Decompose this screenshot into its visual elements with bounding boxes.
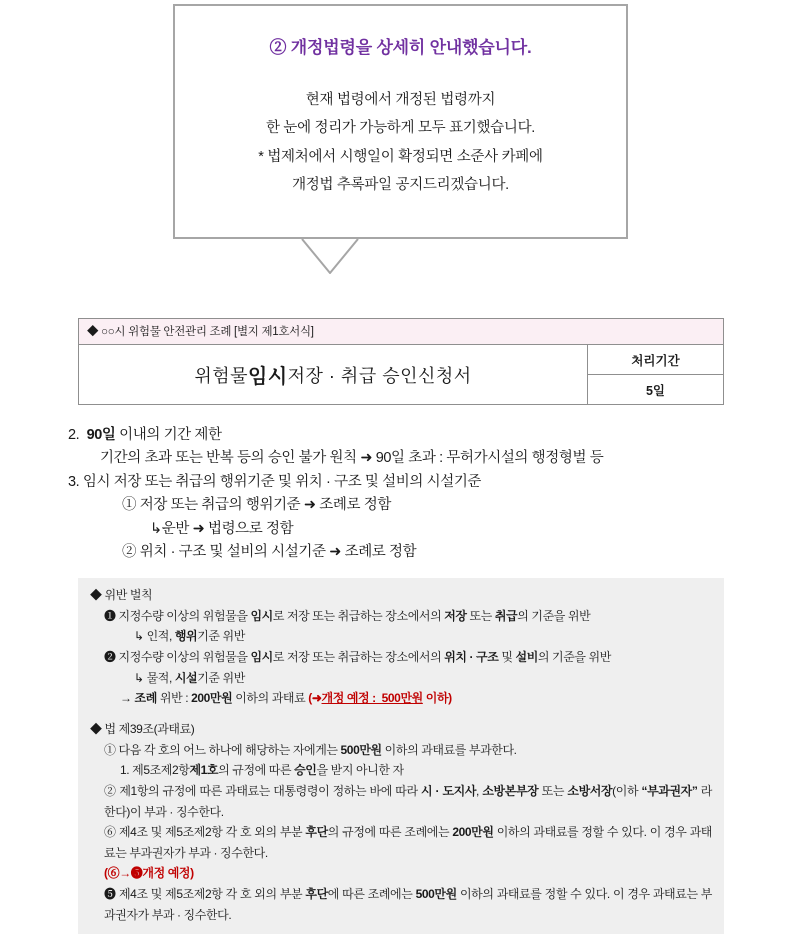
law-item-3: ② 제1항의 규정에 따른 과태료는 대통령령이 정하는 바에 따라 시 · 도지사, 소방본부장 또는 소방서장(이하 “부과권자” 라 한다)이 부과 · 징수한다. xyxy=(104,783,712,819)
callout-bubble xyxy=(173,4,628,239)
form-period-cell xyxy=(587,345,723,404)
form-period-label: 처리기간 xyxy=(588,345,723,375)
penalty-item-3: ❷ 지정수량 이상의 위험물을 임시로 저장 또는 취급하는 장소에서의 위치 · 구조 및 설비의 기준을 위반 xyxy=(104,649,611,664)
form-period-value: 5일 xyxy=(645,383,666,398)
callout-line-3: * 법제처에서 시행일이 확정되면 소준사 카페에 xyxy=(258,148,543,165)
penalty-panel xyxy=(78,578,724,718)
outline-section xyxy=(68,424,783,565)
callout-tail-icon xyxy=(300,239,360,274)
outline-item-5: ↳운반 ➜ 법령으로 정함 xyxy=(150,520,294,537)
law-panel-heading: ◆ 법 제39조(과태료) xyxy=(90,722,195,736)
form-title xyxy=(79,345,587,404)
penalty-panel-heading: ◆ 위반 벌칙 xyxy=(90,588,153,602)
callout-line-2: 한 눈에 정리가 가능하게 모두 표기했습니다. xyxy=(265,120,536,137)
callout-line-1: 현재 법령에서 개정된 법령까지 xyxy=(305,92,496,108)
form-box-row xyxy=(79,345,723,404)
law-panel xyxy=(78,712,724,934)
outline-item-4: ① 저장 또는 취급의 행위기준 ➜ 조례로 정함 xyxy=(122,497,391,514)
form-title-pre: 위험물 xyxy=(194,365,249,386)
callout-title: ② 개정법령을 상세히 안내했습니다. xyxy=(269,38,532,57)
penalty-item-5: → 조례 위반 : 200만원 이하의 과태료 (➜개정 예정 : 500만원 이하) xyxy=(120,691,452,706)
form-title-emphasis: 임시 xyxy=(248,366,288,388)
callout-line-4: 개정법 추록파일 공지드리겠습니다. xyxy=(292,176,509,193)
law-item-6: ❺ 제4조 및 제5조제2항 각 호 외의 부분 후단에 따른 조례에는 500만원 이하의 과태료를 정할 수 있다. 이 경우 과태료는 부과권자가 부과 · 징수한다. xyxy=(104,887,712,922)
outline-item-2: 기간의 초과 또는 반복 등의 승인 불가 원칙 ➜ 90일 초과 : 무허가시설의 행정형벌 등 xyxy=(100,450,604,467)
penalty-item-4: ↳ 물적, 시설기준 위반 xyxy=(134,670,245,685)
penalty-item-1: ❶ 지정수량 이상의 위험물을 임시로 저장 또는 취급하는 장소에서의 저장 또는 취급의 기준을 위반 xyxy=(104,608,591,623)
form-title-post: 저장 · 취급 승인신청서 xyxy=(287,365,472,386)
penalty-item-2: ↳ 인적, 행위기준 위반 xyxy=(134,629,245,644)
form-box xyxy=(78,318,724,405)
law-item-4: ⑥ 제4조 및 제5조제2항 각 호 외의 부분 후단의 규정에 따른 조례에는 200만원 이하의 과태료를 정할 수 있다. 이 경우 과태료는 부과권자가 부과 · 징수한다. xyxy=(104,825,712,860)
outline-item-6: ② 위치 · 구조 및 설비의 시설기준 ➜ 조례로 정함 xyxy=(122,544,417,561)
callout-body xyxy=(175,86,626,199)
form-box-header: ◆ ○○시 위험물 안전관리 조례 [별지 제1호서식] xyxy=(79,319,723,345)
law-item-1: ① 다음 각 호의 어느 하나에 해당하는 자에게는 500만원 이하의 과태료를 부과한다. xyxy=(104,742,517,757)
law-item-2: 1. 제5조제2항제1호의 규정에 따른 승인을 받지 아니한 자 xyxy=(120,763,404,778)
outline-item-3: 3. 임시 저장 또는 취급의 행위기준 및 위치 · 구조 및 설비의 시설기준 xyxy=(68,473,482,490)
law-item-5: (⑥→❺개정 예정) xyxy=(104,866,194,881)
outline-item-1: 2. 90일 이내의 기간 제한 xyxy=(68,427,222,443)
